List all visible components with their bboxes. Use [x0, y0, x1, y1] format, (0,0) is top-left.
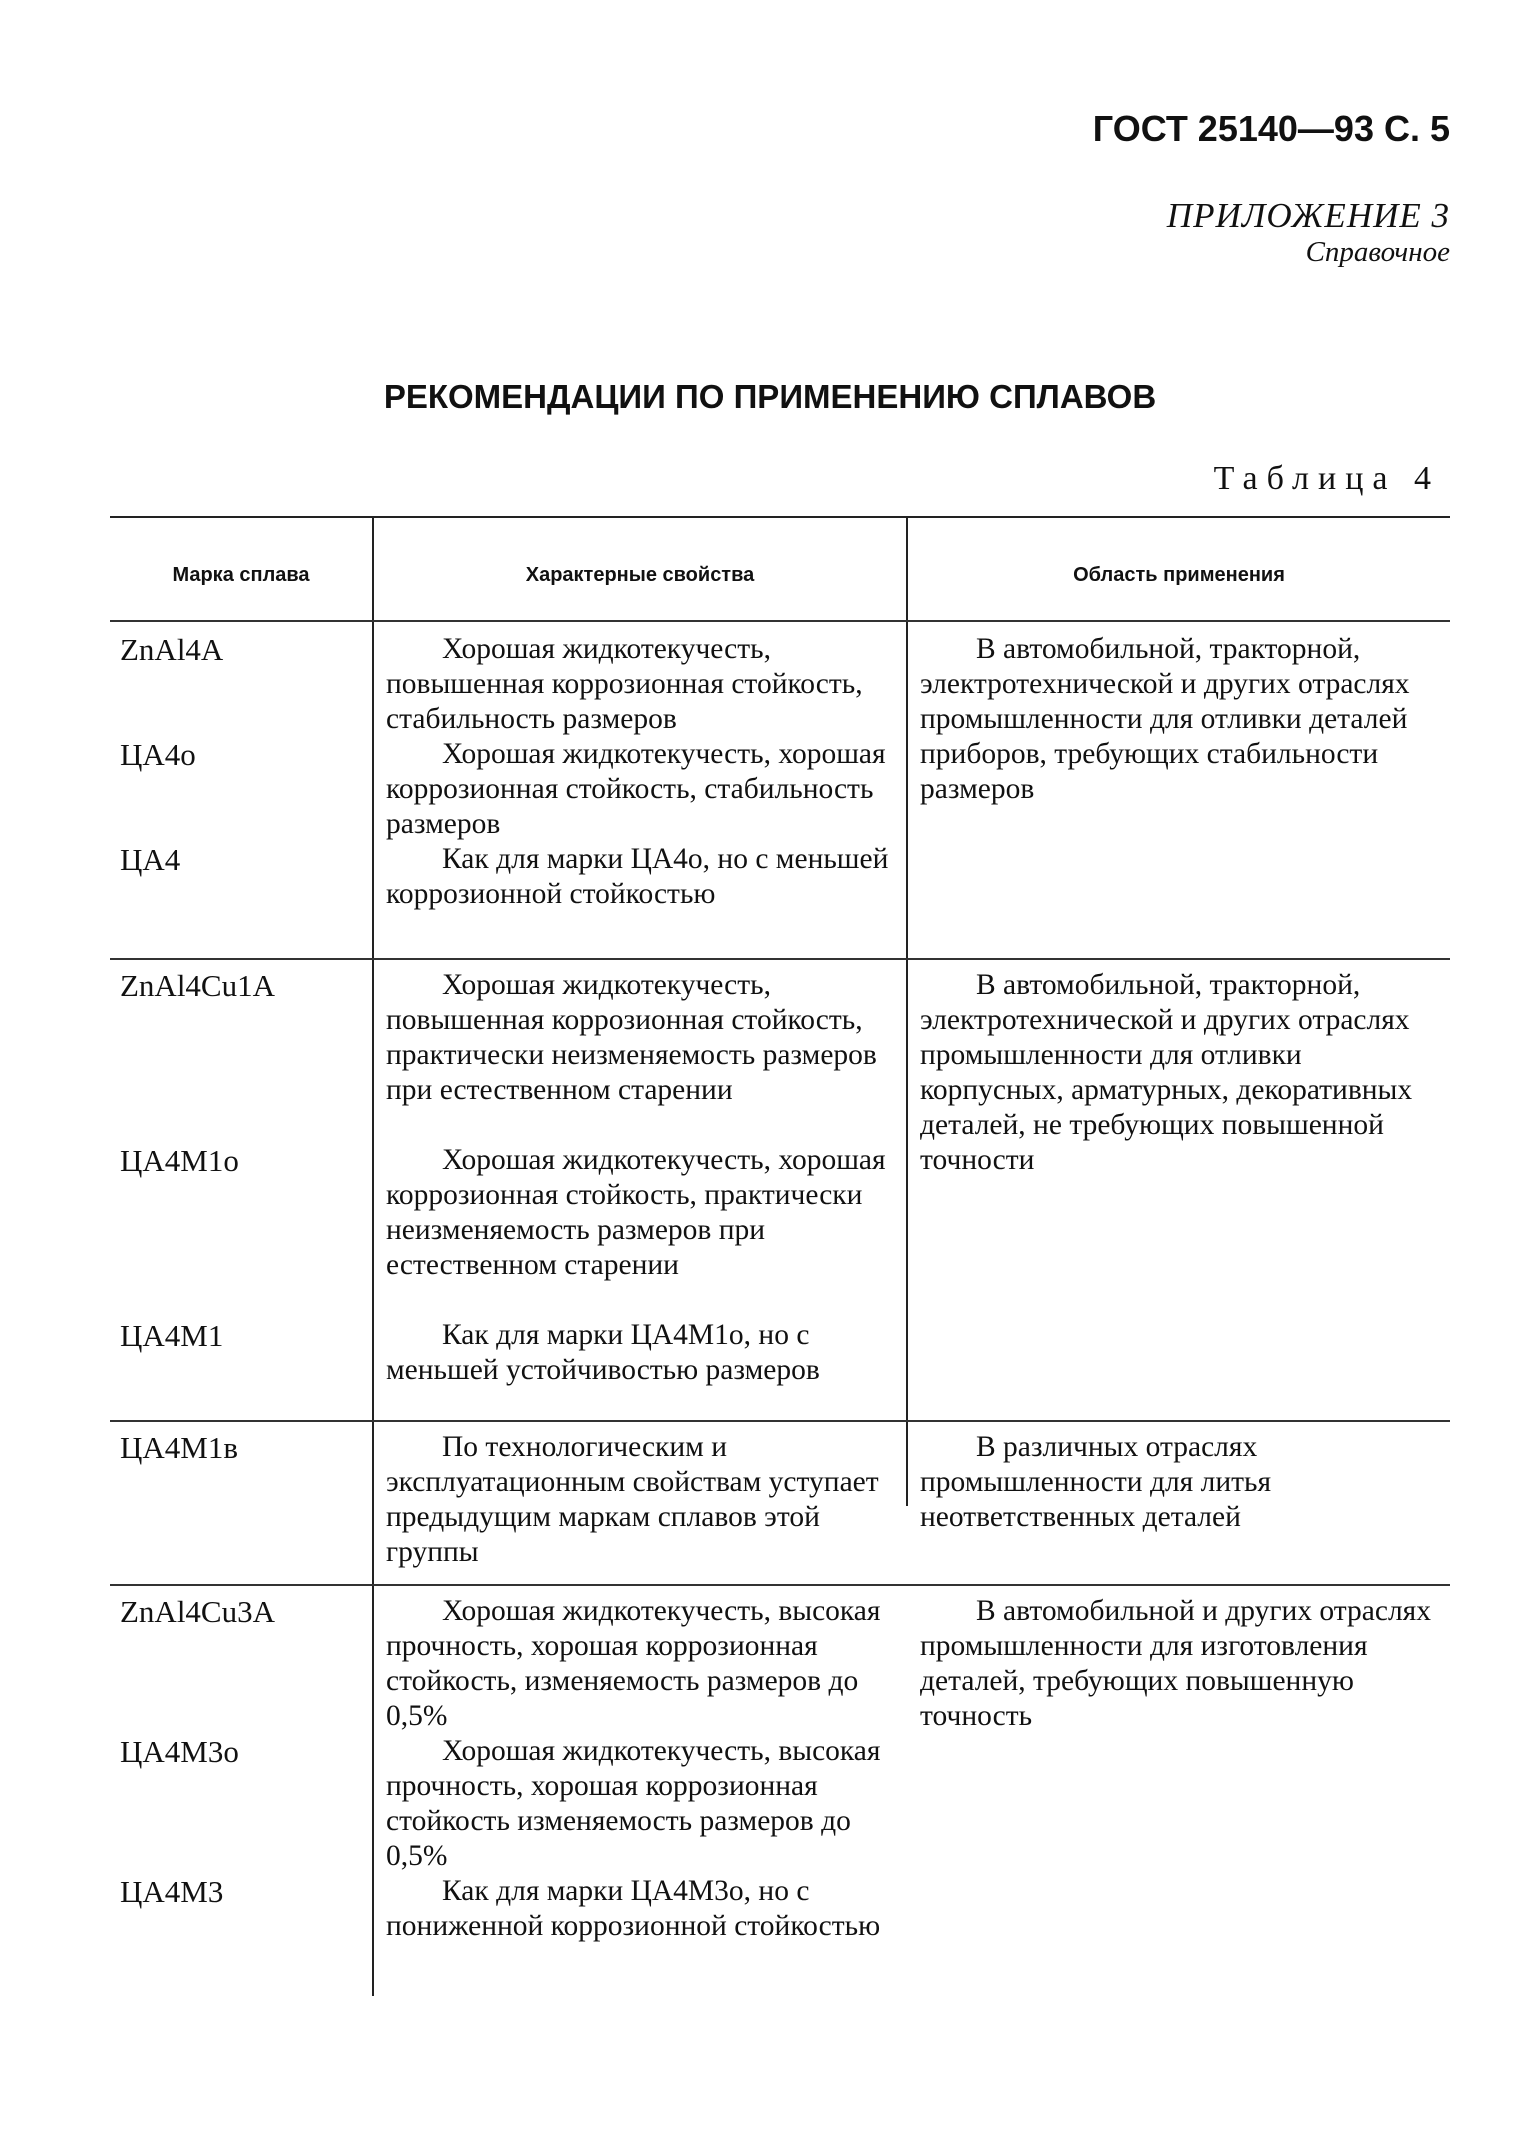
- group-rule: [110, 1420, 1450, 1422]
- properties-cell: [386, 1594, 906, 1944]
- alloy-mark: ZnAl4A: [120, 632, 224, 667]
- property-text: Как для марки ЦА4М3о, но с пониженной коррозионной стойкостью: [386, 1875, 881, 1942]
- property-text: Как для марки ЦА4М1о, но с меньшей устойчивостью размеров: [386, 1319, 820, 1386]
- property-text: Хорошая жидкотекучесть, хорошая коррозионная стойкость, стабильность размеров: [386, 738, 886, 840]
- table-label: Таблица 4: [1213, 460, 1440, 497]
- property-text: Хорошая жидкотекучесть, хорошая коррозионная стойкость, практически неизменяемость размеров при естественном старении: [386, 1144, 886, 1281]
- group-rule: [110, 958, 1450, 960]
- alloy-mark: ЦА4М3о: [120, 1734, 239, 1769]
- application-cell: [920, 1430, 1440, 1535]
- alloy-mark: ZnAl4Cu1A: [120, 968, 275, 1003]
- property-text: Хорошая жидкотекучесть, повышенная коррозионная стойкость, стабильность размеров: [386, 633, 863, 735]
- application-text: В различных отраслях промышленности для литья неответственных деталей: [920, 1431, 1272, 1533]
- application-text: В автомобильной, тракторной, электротехнической и других отраслях промышленности для отливки корпусных, арматурных, декоративных деталей, не требующих повышенной точности: [920, 969, 1413, 1176]
- standard-code: ГОСТ 25140—93 С. 5: [1092, 108, 1450, 149]
- column-header-properties: Характерные свойства: [525, 564, 755, 586]
- alloy-mark: ЦА4М1о: [120, 1143, 239, 1178]
- alloy-mark: ЦА4: [120, 842, 181, 877]
- application-cell: [920, 1594, 1440, 1734]
- property-text: Как для марки ЦА4о, но с меньшей коррозионной стойкостью: [386, 843, 889, 910]
- property-text: Хорошая жидкотекучесть, повышенная коррозионная стойкость, практически неизменяемость размеров при естественном старении: [386, 969, 877, 1106]
- column-header-application: Область применения: [1073, 564, 1285, 586]
- application-cell: [920, 968, 1440, 1178]
- column-header-mark: Марка сплава: [172, 564, 310, 586]
- properties-cell: [386, 632, 906, 912]
- alloy-mark: ЦА4М3: [120, 1874, 224, 1909]
- application-cell: [920, 632, 1440, 807]
- property-text: Хорошая жидкотекучесть, высокая прочность, хорошая коррозионная стойкость, изменяемость размеров до 0,5%: [386, 1595, 881, 1732]
- annex-title: ПРИЛОЖЕНИЕ 3: [1166, 196, 1450, 235]
- group-rule: [110, 1584, 1450, 1586]
- properties-cell: [386, 1430, 906, 1570]
- application-text: В автомобильной и других отраслях промышленности для изготовления деталей, требующих повышенную точность: [920, 1595, 1432, 1732]
- table-top-rule: [110, 516, 1450, 518]
- alloy-mark: ЦА4М1: [120, 1318, 224, 1353]
- alloy-mark: ЦА4М1в: [120, 1430, 238, 1465]
- property-text: Хорошая жидкотекучесть, высокая прочность, хорошая коррозионная стойкость изменяемость размеров до 0,5%: [386, 1735, 881, 1872]
- annex-subtitle: Справочное: [1305, 236, 1450, 268]
- property-text: По технологическим и эксплуатационным свойствам уступает предыдущим маркам сплавов этой группы: [386, 1431, 879, 1568]
- alloy-mark: ZnAl4Cu3A: [120, 1594, 275, 1629]
- column-divider: [372, 516, 374, 1996]
- alloy-mark: ЦА4о: [120, 737, 196, 772]
- column-divider: [906, 516, 908, 1506]
- application-text: В автомобильной, тракторной, электротехнической и других отраслях промышленности для отливки деталей приборов, требующих стабильности размеров: [920, 633, 1410, 805]
- document-title: РЕКОМЕНДАЦИИ ПО ПРИМЕНЕНИЮ СПЛАВОВ: [383, 378, 1157, 415]
- properties-cell: [386, 968, 906, 1388]
- header-rule: [110, 620, 1450, 622]
